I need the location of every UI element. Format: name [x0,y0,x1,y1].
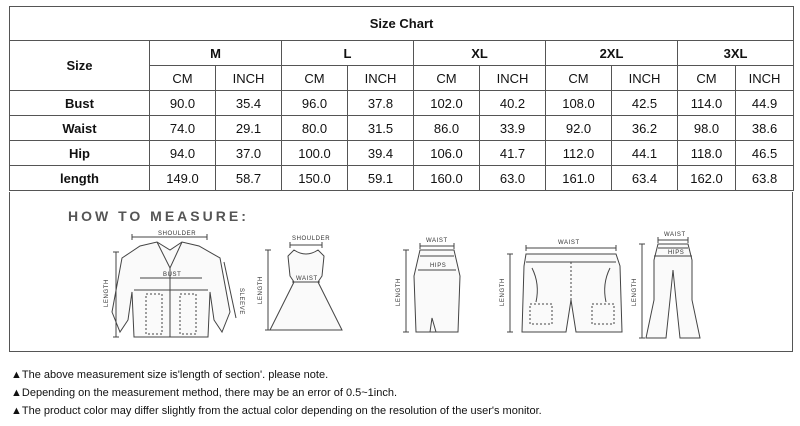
size-header-l: L [282,41,414,66]
table-cell: 80.0 [282,116,348,141]
table-cell: 44.1 [612,141,678,166]
shoulder-label: SHOULDER [292,236,331,242]
table-cell: 41.7 [480,141,546,166]
unit-header-cm: CM [282,66,348,91]
pants-illustration [632,230,712,340]
table-cell: 46.5 [736,141,794,166]
size-header-2xl: 2XL [546,41,678,66]
table-cell: 96.0 [282,91,348,116]
note-1: ▲The above measurement size is'length of section'. please note. [11,369,329,381]
table-cell: 161.0 [546,166,612,191]
how-to-measure-panel [9,192,793,352]
how-to-measure-heading: HOW TO MEASURE: [68,208,249,224]
bust-label: BUST [163,272,182,278]
table-cell: 63.8 [736,166,794,191]
unit-header-cm: CM [150,66,216,91]
unit-header-cm: CM [678,66,736,91]
row-label: Hip [10,141,150,166]
waist-label: WAIST [664,232,686,238]
table-cell: 162.0 [678,166,736,191]
dress-illustration [258,236,348,338]
table-cell: 31.5 [348,116,414,141]
table-cell: 90.0 [150,91,216,116]
table-cell: 160.0 [414,166,480,191]
length-label: LENGTH [500,278,506,306]
row-label: Bust [10,91,150,116]
length-label: LENGTH [258,276,264,304]
table-cell: 40.2 [480,91,546,116]
size-chart-table [9,6,794,191]
table-row-waist [10,116,794,141]
table-cell: 58.7 [216,166,282,191]
table-cell: 106.0 [414,141,480,166]
length-label: LENGTH [396,278,402,306]
table-cell: 118.0 [678,141,736,166]
table-cell: 42.5 [612,91,678,116]
row-label: Waist [10,116,150,141]
table-cell: 35.4 [216,91,282,116]
size-header-xl: XL [414,41,546,66]
jacket-illustration [102,232,252,344]
table-cell: 108.0 [546,91,612,116]
shoulder-label: SHOULDER [158,231,197,237]
table-cell: 63.0 [480,166,546,191]
table-cell: 44.9 [736,91,794,116]
table-cell: 98.0 [678,116,736,141]
length-label: LENGTH [104,279,110,307]
table-cell: 100.0 [282,141,348,166]
table-cell: 36.2 [612,116,678,141]
table-cell: 92.0 [546,116,612,141]
size-chart-title: Size Chart [10,7,794,41]
unit-header-inch: INCH [612,66,678,91]
unit-header-inch: INCH [348,66,414,91]
skirt-illustration [396,236,476,338]
waist-label: WAIST [558,240,580,246]
size-header-3xl: 3XL [678,41,794,66]
notes-section [11,366,542,420]
hips-label: HIPS [430,263,447,269]
hips-label: HIPS [668,250,685,256]
unit-header-inch: INCH [216,66,282,91]
table-cell: 102.0 [414,91,480,116]
note-3: ▲The product color may differ slightly from the actual color depending on the resolution of the user's monitor. [11,405,542,417]
unit-header-inch: INCH [480,66,546,91]
table-cell: 86.0 [414,116,480,141]
table-cell: 94.0 [150,141,216,166]
size-column-header: Size [10,41,150,91]
table-row-hip [10,141,794,166]
table-row-length [10,166,794,191]
table-cell: 112.0 [546,141,612,166]
table-cell: 37.8 [348,91,414,116]
waist-label: WAIST [426,238,448,244]
unit-header-cm: CM [414,66,480,91]
table-cell: 63.4 [612,166,678,191]
waist-label: WAIST [296,276,318,282]
table-cell: 39.4 [348,141,414,166]
unit-header-inch: INCH [736,66,794,91]
table-cell: 37.0 [216,141,282,166]
table-cell: 74.0 [150,116,216,141]
table-cell: 29.1 [216,116,282,141]
table-cell: 59.1 [348,166,414,191]
table-cell: 38.6 [736,116,794,141]
shorts-illustration [496,238,626,338]
table-cell: 114.0 [678,91,736,116]
unit-header-cm: CM [546,66,612,91]
row-label: length [10,166,150,191]
sleeve-label: SLEEVE [238,288,244,315]
table-cell: 150.0 [282,166,348,191]
table-row-bust [10,91,794,116]
size-header-m: M [150,41,282,66]
table-cell: 33.9 [480,116,546,141]
note-2: ▲Depending on the measurement method, there may be an error of 0.5~1inch. [11,387,398,399]
table-cell: 149.0 [150,166,216,191]
length-label: LENGTH [632,278,638,306]
